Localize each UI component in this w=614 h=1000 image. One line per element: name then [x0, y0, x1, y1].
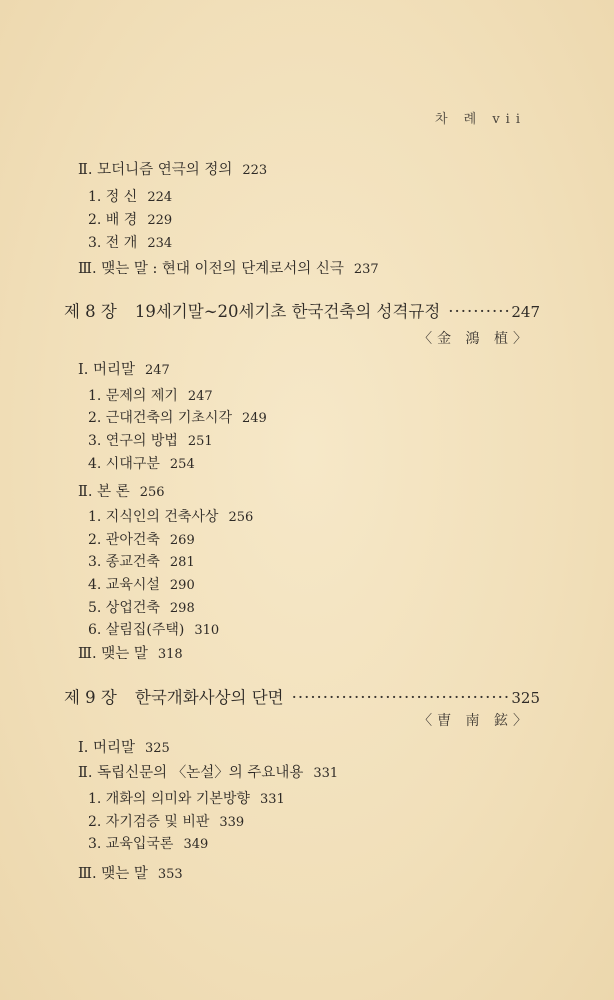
entry-text: 1. 정 신: [88, 189, 138, 205]
entry-page: 310: [194, 623, 220, 638]
entry-text: 3. 연구의 방법: [88, 433, 178, 449]
toc-entry: [88, 811, 244, 831]
toc-entry: [78, 736, 170, 757]
entry-page: 349: [183, 837, 209, 852]
chapter-author: 〈金 鴻 植〉: [418, 331, 532, 347]
entry-page: 229: [147, 213, 173, 228]
entry-text: 3. 종교건축: [88, 554, 160, 570]
toc-entry: [88, 232, 172, 252]
toc-entry: [88, 529, 195, 549]
entry-text: Ⅲ. 맺는 말: [78, 646, 148, 662]
toc-entry: [88, 833, 208, 853]
entry-page: 290: [169, 578, 195, 593]
entry-page: 247: [144, 363, 170, 378]
entry-text: 2. 관아건축: [88, 532, 160, 548]
toc-entry: [78, 480, 165, 501]
entry-text: 2. 배 경: [88, 212, 138, 228]
entry-text: Ⅰ. 머리말: [78, 362, 135, 378]
entry-page: 298: [169, 601, 195, 616]
entry-page: 281: [169, 555, 195, 570]
toc-entry: [78, 358, 170, 379]
toc-entry: [88, 407, 267, 427]
entry-page: 247: [187, 389, 213, 404]
entry-page: 251: [187, 434, 213, 449]
chapter-number: 제 8 장: [64, 302, 117, 321]
entry-text: 3. 교육입국론: [88, 836, 174, 852]
toc-entry: [88, 506, 253, 526]
entry-text: 1. 개화의 의미와 기본방향: [88, 791, 250, 807]
entry-text: Ⅰ. 머리말: [78, 740, 135, 756]
entry-page: 353: [157, 867, 183, 882]
entry-text: Ⅲ. 맺는 말 : 현대 이전의 단계로서의 신극: [78, 261, 344, 277]
entry-page: 234: [147, 236, 173, 251]
toc-entry: [88, 430, 213, 450]
toc-entry: [88, 788, 285, 808]
toc-entry: [88, 619, 219, 639]
toc-entry: [78, 761, 338, 782]
entry-page: 269: [169, 533, 195, 548]
chapter-number: 제 9 장: [64, 688, 117, 707]
running-header: 차 례 vii: [434, 112, 526, 127]
dot-leader: [292, 688, 510, 707]
toc-entry: [78, 862, 183, 883]
entry-page: 331: [259, 792, 285, 807]
toc-entry: [88, 551, 195, 571]
toc-entry: [88, 453, 195, 473]
toc-entry: [88, 209, 172, 229]
toc-entry: [88, 186, 172, 206]
entry-text: 2. 자기검증 및 비판: [88, 814, 210, 830]
entry-text: Ⅲ. 맺는 말: [78, 866, 148, 882]
toc-entry: [78, 257, 379, 278]
entry-text: 1. 지식인의 건축사상: [88, 509, 219, 525]
chapter-author: 〈曺 南 鉉〉: [418, 713, 532, 729]
entry-text: Ⅱ. 본 론: [78, 484, 130, 500]
toc-entry: [88, 574, 195, 594]
entry-text: Ⅱ. 모더니즘 연극의 정의: [78, 162, 233, 178]
entry-text: 2. 근대건축의 기초시각: [88, 410, 232, 426]
entry-page: 256: [139, 485, 165, 500]
entry-text: 4. 교육시설: [88, 577, 160, 593]
entry-page: 256: [228, 510, 254, 525]
entry-page: 223: [242, 163, 268, 178]
entry-page: 325: [144, 741, 170, 756]
entry-page: 224: [147, 190, 173, 205]
toc-entry: [78, 158, 267, 179]
entry-page: 237: [353, 262, 379, 277]
chapter-title: 19세기말∼20세기초 한국건축의 성격규정: [134, 302, 441, 321]
entry-page: 254: [169, 457, 195, 472]
chapter-page: 325: [511, 689, 540, 707]
entry-page: 339: [219, 815, 245, 830]
entry-page: 318: [157, 647, 183, 662]
chapter-page: 247: [511, 303, 540, 321]
entry-page: 331: [313, 766, 339, 781]
dot-leader: [448, 302, 509, 321]
toc-entry: [88, 597, 195, 617]
chapter-title: 한국개화사상의 단면: [134, 688, 284, 707]
entry-text: 6. 살림집(주택): [88, 622, 185, 638]
entry-text: Ⅱ. 독립신문의 〈논설〉의 주요내용: [78, 765, 304, 781]
toc-entry: [78, 642, 183, 663]
entry-text: 4. 시대구분: [88, 456, 160, 472]
entry-page: 249: [241, 411, 267, 426]
entry-text: 1. 문제의 제기: [88, 388, 178, 404]
entry-text: 3. 전 개: [88, 235, 138, 251]
toc-entry: [88, 385, 213, 405]
chapter-9-heading: [64, 684, 540, 708]
entry-text: 5. 상업건축: [88, 600, 160, 616]
chapter-8-heading: [64, 298, 540, 322]
